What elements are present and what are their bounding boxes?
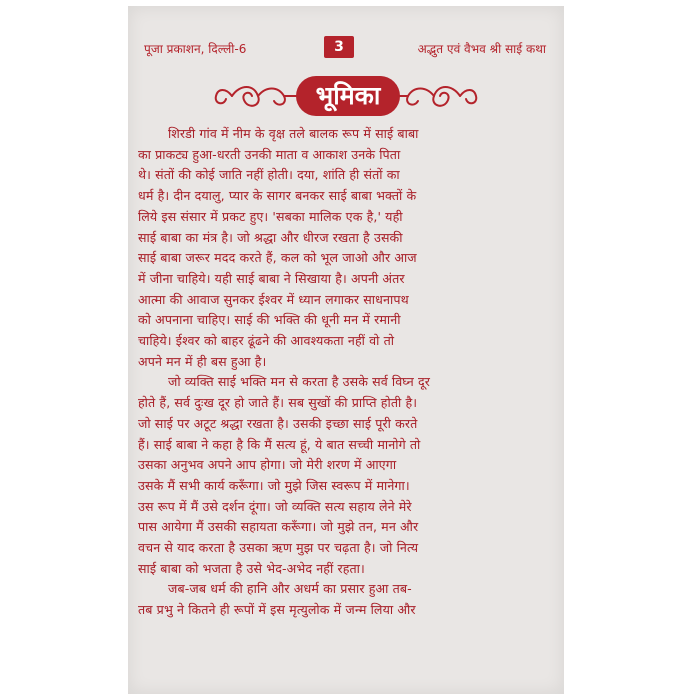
body-line: साई बाबा का मंत्र है। जो श्रद्धा और धीरज रखता है उसकी [138, 229, 403, 245]
book-page [128, 6, 564, 694]
body-line: जब-जब धर्म की हानि और अधर्म का प्रसार हुआ तब- [168, 581, 412, 597]
body-line: जो साई पर अटूट श्रद्धा रखता है। उसकी इच्छा साई पूरी करते [138, 415, 418, 431]
page-number: 3 [324, 36, 354, 58]
body-line: शिरडी गांव में नीम के वृक्ष तले बालक रूप में साई बाबा [168, 126, 419, 141]
body-line: चाहिये। ईश्वर को बाहर ढूंढने की आवश्यकता नहीं वो तो [138, 333, 395, 349]
book-title-label: अद्भुत एवं वैभव श्री साई कथा [417, 42, 546, 56]
page-header [128, 36, 564, 60]
body-line: धर्म है। दीन दयालु, प्यार के सागर बनकर साई बाबा भक्तों के [138, 188, 417, 204]
body-line: हैं। साई बाबा ने कहा है कि मैं सत्य हूं, ये बात सच्ची मानोगे तो [138, 436, 421, 452]
body-line: साई बाबा को भजता है उसे भेद-अभेद नहीं रहता। [138, 560, 365, 576]
body-line: में जीना चाहिये। यही साई बाबा ने सिखाया है। अपनी अंतर [138, 270, 405, 286]
body-line: उस रूप में मैं उसे दर्शन दूंगा। जो व्यक्ति सत्य सहाय लेने मेरे [138, 498, 412, 514]
body-text [138, 124, 554, 621]
publisher-label: पूजा प्रकाशन, दिल्ली-6 [144, 42, 247, 56]
section-title: भूमिका [296, 76, 400, 116]
body-line: साई बाबा जरूर मदद करते हैं, कल को भूल जाओ और आज [138, 250, 417, 266]
body-line: थे। संतों की कोई जाति नहीं होती। दया, शांति ही संतों का [138, 167, 400, 183]
body-line: उसके मैं सभी कार्य करूँगा। जो मुझे जिस स्वरूप में मानेगा। [138, 477, 410, 493]
body-line: होते हैं, सर्व दुःख दूर हो जाते हैं। सब सुखों की प्राप्ति होती है। [138, 395, 418, 411]
body-line: वचन से याद करता है उसका ऋण मुझ पर चढ़ता है। जो नित्य [138, 540, 419, 556]
body-line: लिये इस संसार में प्रकट हुए। 'सबका मालिक एक है,' यही [138, 208, 403, 224]
section-banner [128, 74, 564, 118]
body-line: तब प्रभु ने कितने ही रूपों में इस मृत्युलोक में जन्म लिया और [138, 602, 416, 618]
body-line: उसका अनुभव अपने आप होगा। जो मेरी शरण में आएगा [138, 457, 397, 473]
body-line: को अपनाना चाहिए। साई की भक्ति की धूनी मन में रमानी [138, 312, 401, 328]
body-line: का प्राकट्य हुआ-धरती उनकी माता व आकाश उनके पिता [138, 146, 401, 162]
body-line: जो व्यक्ति साई भक्ति मन से करता है उसके सर्व विघ्न दूर [168, 374, 431, 390]
body-line: अपने मन में ही बस हुआ है। [138, 353, 267, 369]
body-line: पास आयेगा मैं उसकी सहायता करूँगा। जो मुझे तन, मन और [138, 519, 419, 535]
body-line: आत्मा की आवाज सुनकर ईश्वर में ध्यान लगाकर साधनापथ [138, 291, 409, 307]
